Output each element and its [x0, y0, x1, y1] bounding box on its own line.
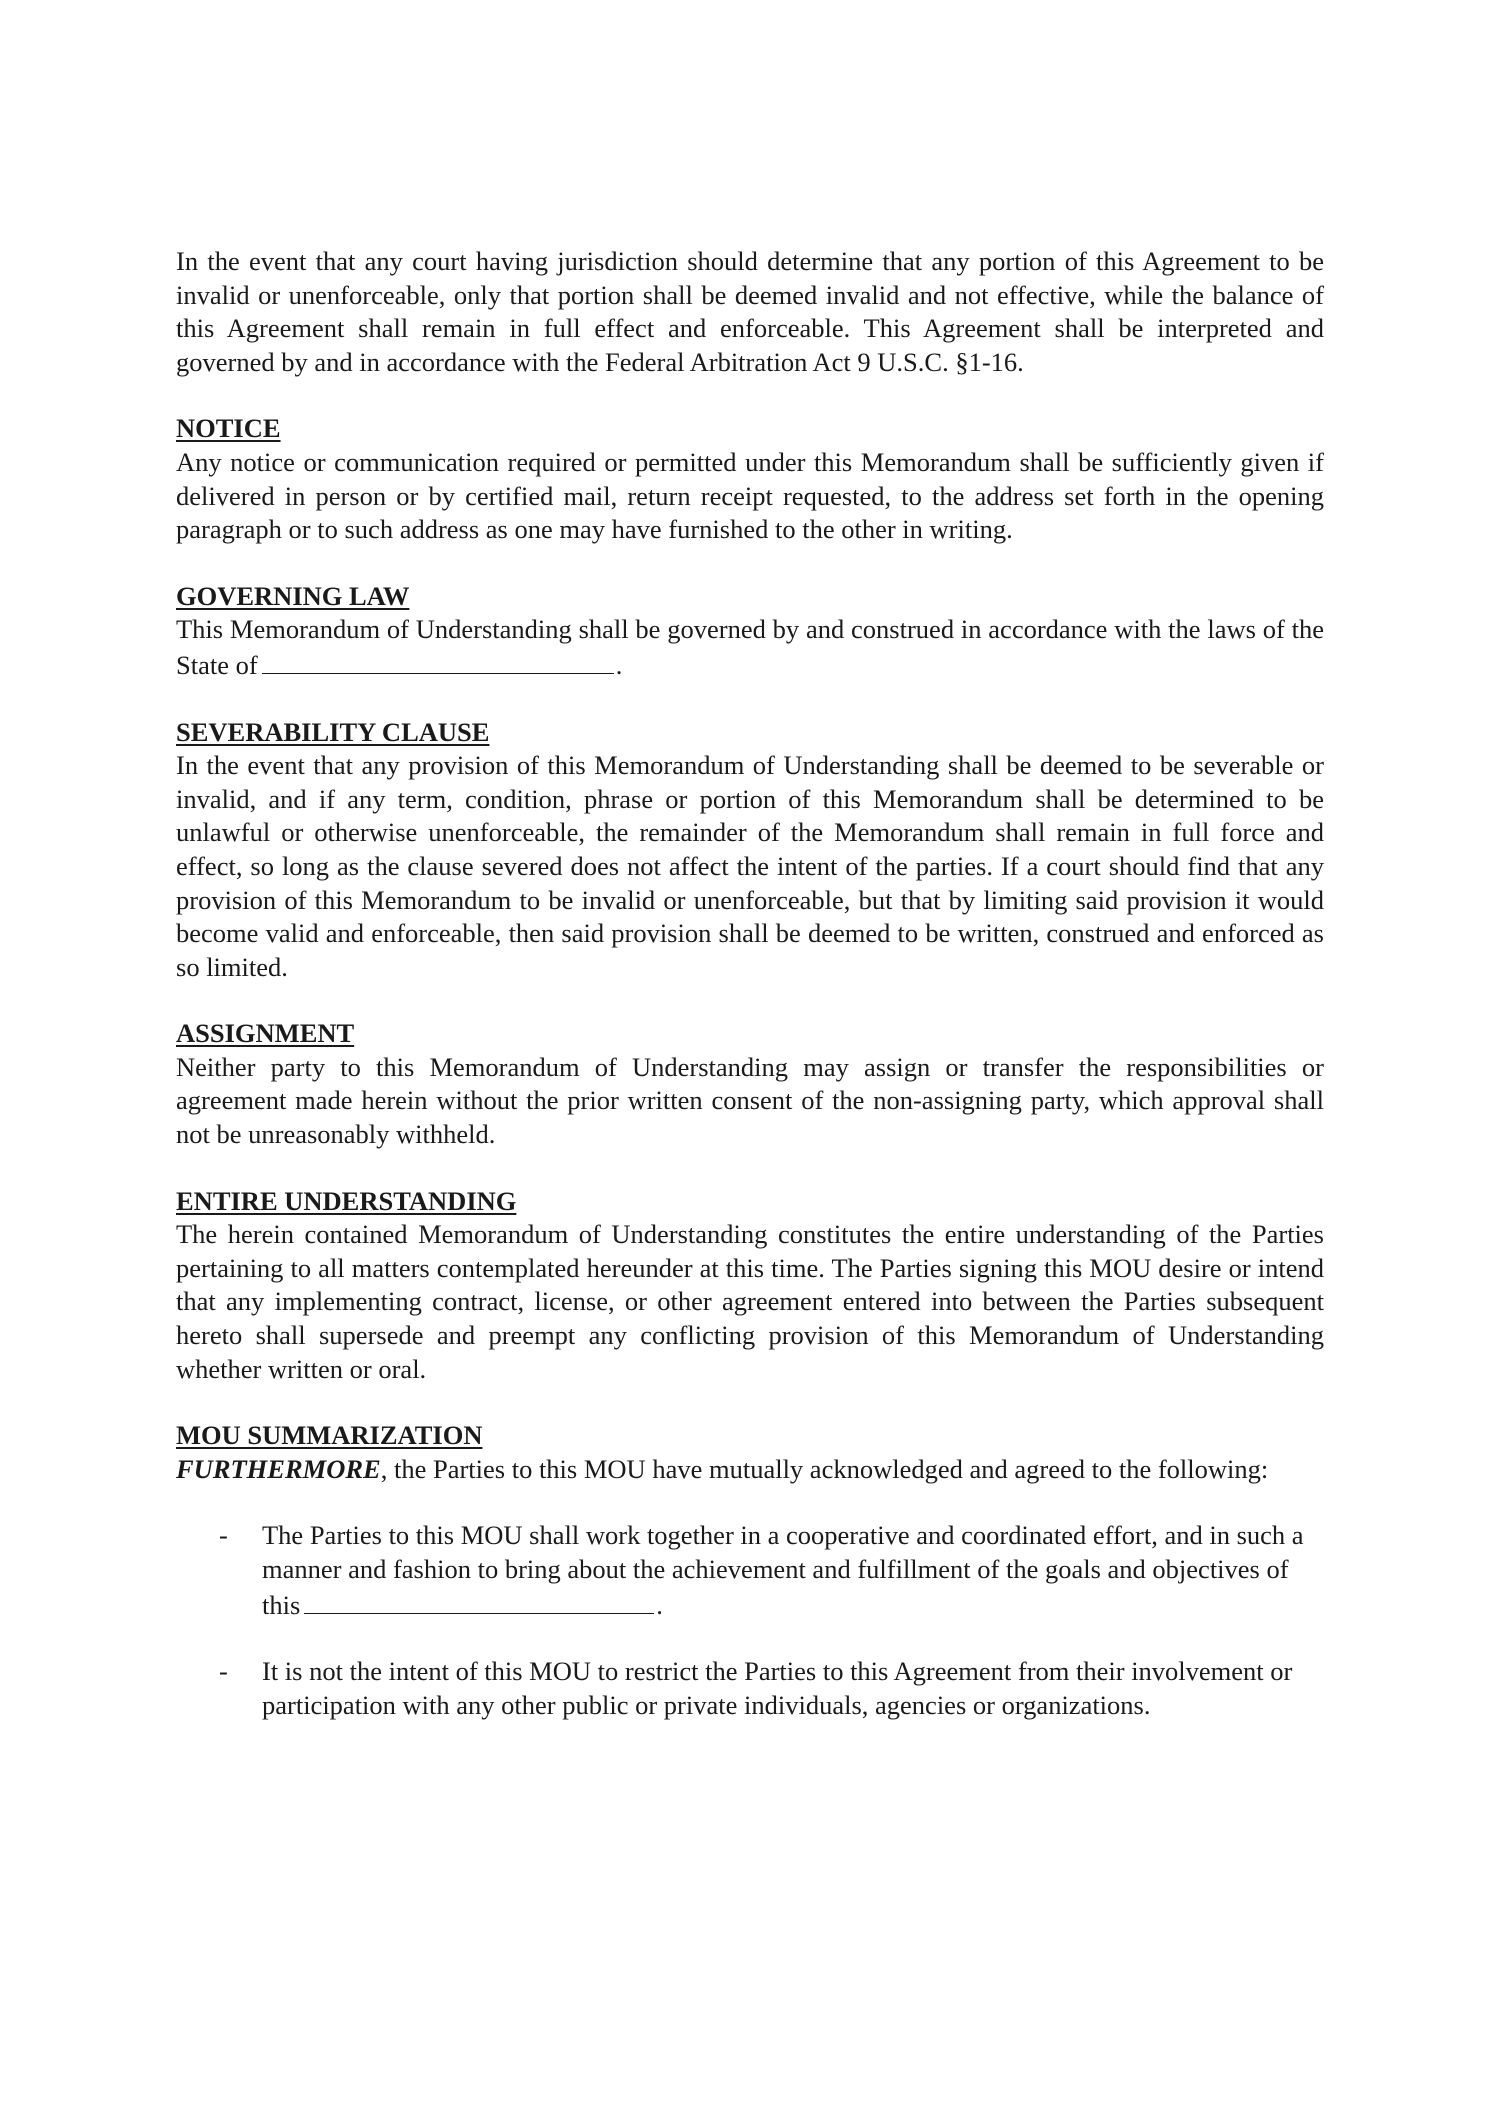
notice-section [176, 412, 1324, 546]
document-page [176, 245, 1324, 1755]
assignment-body: Neither party to this Memorandum of Understanding may assign or transfer the responsibilities or agreement made herein without the prior written consent of the non-assigning party, which approval shall not be unreasonably withheld. [176, 1051, 1324, 1150]
notice-body: Any notice or communication required or permitted under this Memorandum shall be sufficiently given if delivered in person or by certified mail, return receipt requested, to the address set forth in the opening paragraph or to such address as one may have furnished to the other in writing. [176, 446, 1324, 545]
bullet-text: It is not the intent of this MOU to restrict the Parties to this Agreement from their involvement or participation with any other public or private individuals, agencies or organizations. [262, 1656, 1293, 1720]
objectives-blank-line [304, 1587, 654, 1614]
summarization-body [176, 1453, 1324, 1487]
intro-paragraph: In the event that any court having jurisdiction should determine that any portion of this Agreement to be invalid or unenforceable, only that portion shall be deemed invalid and not effective, while the balance of this Agreement shall remain in full effect and enforceable. This Agreement shall be interpreted and governed by and in accordance with the Federal Arbitration Act 9 U.S.C. §1-16. [176, 246, 1324, 377]
summarization-list [176, 1519, 1324, 1722]
governing-law-body [176, 613, 1324, 682]
furthermore-lead: FURTHERMORE [176, 1453, 381, 1484]
entire-understanding-heading: ENTIRE UNDERSTANDING [176, 1185, 517, 1216]
severability-section [176, 716, 1324, 985]
entire-understanding-body: The herein contained Memorandum of Understanding constitutes the entire understanding of the Parties pertaining to all matters contemplated hereunder at this time. The Parties signing this MOU desire or intend that any implementing contract, license, or other agreement entered into between the Parties subsequent hereto shall supersede and preempt any conflicting provision of this Memorandum of Understanding whether written or oral. [176, 1219, 1324, 1384]
governing-law-text: This Memorandum of Understanding shall be governed by and construed in accordance with the laws of the State of [176, 614, 1324, 680]
governing-law-section [176, 580, 1324, 683]
summarization-section [176, 1419, 1324, 1722]
bullet-text: The Parties to this MOU shall work together in a cooperative and coordinated effort, and in such a manner and fashion to bring about the achievement and fulfillment of the goals and objectives of this [262, 1520, 1304, 1620]
list-item [176, 1519, 1324, 1622]
assignment-section [176, 1017, 1324, 1151]
list-item [176, 1655, 1324, 1722]
entire-understanding-section [176, 1185, 1324, 1387]
severability-heading: SEVERABILITY CLAUSE [176, 716, 490, 747]
severability-body: In the event that any provision of this Memorandum of Understanding shall be deemed to be severable or invalid, and if any term, condition, phrase or portion of this Memorandum shall be determined to be unlawful or otherwise unenforceable, the remainder of the Memorandum shall remain in full force and effect, so long as the clause severed does not affect the intent of the parties. If a court should find that any provision of this Memorandum to be invalid or unenforceable, but that by limiting said provision it would become valid and enforceable, then said provision shall be deemed to be written, construed and enforced as so limited. [176, 750, 1324, 982]
summarization-text: , the Parties to this MOU have mutually acknowledged and agreed to the following: [380, 1453, 1269, 1484]
assignment-heading: ASSIGNMENT [176, 1018, 355, 1049]
state-blank-line [262, 647, 614, 674]
summarization-heading: MOU SUMMARIZATION [176, 1420, 483, 1451]
governing-law-heading: GOVERNING LAW [176, 580, 410, 611]
bullet-dash: - [219, 1520, 228, 1551]
bullet-period: . [656, 1589, 663, 1620]
bullet-dash: - [219, 1656, 228, 1687]
notice-heading: NOTICE [176, 413, 281, 444]
governing-law-period: . [615, 649, 623, 680]
